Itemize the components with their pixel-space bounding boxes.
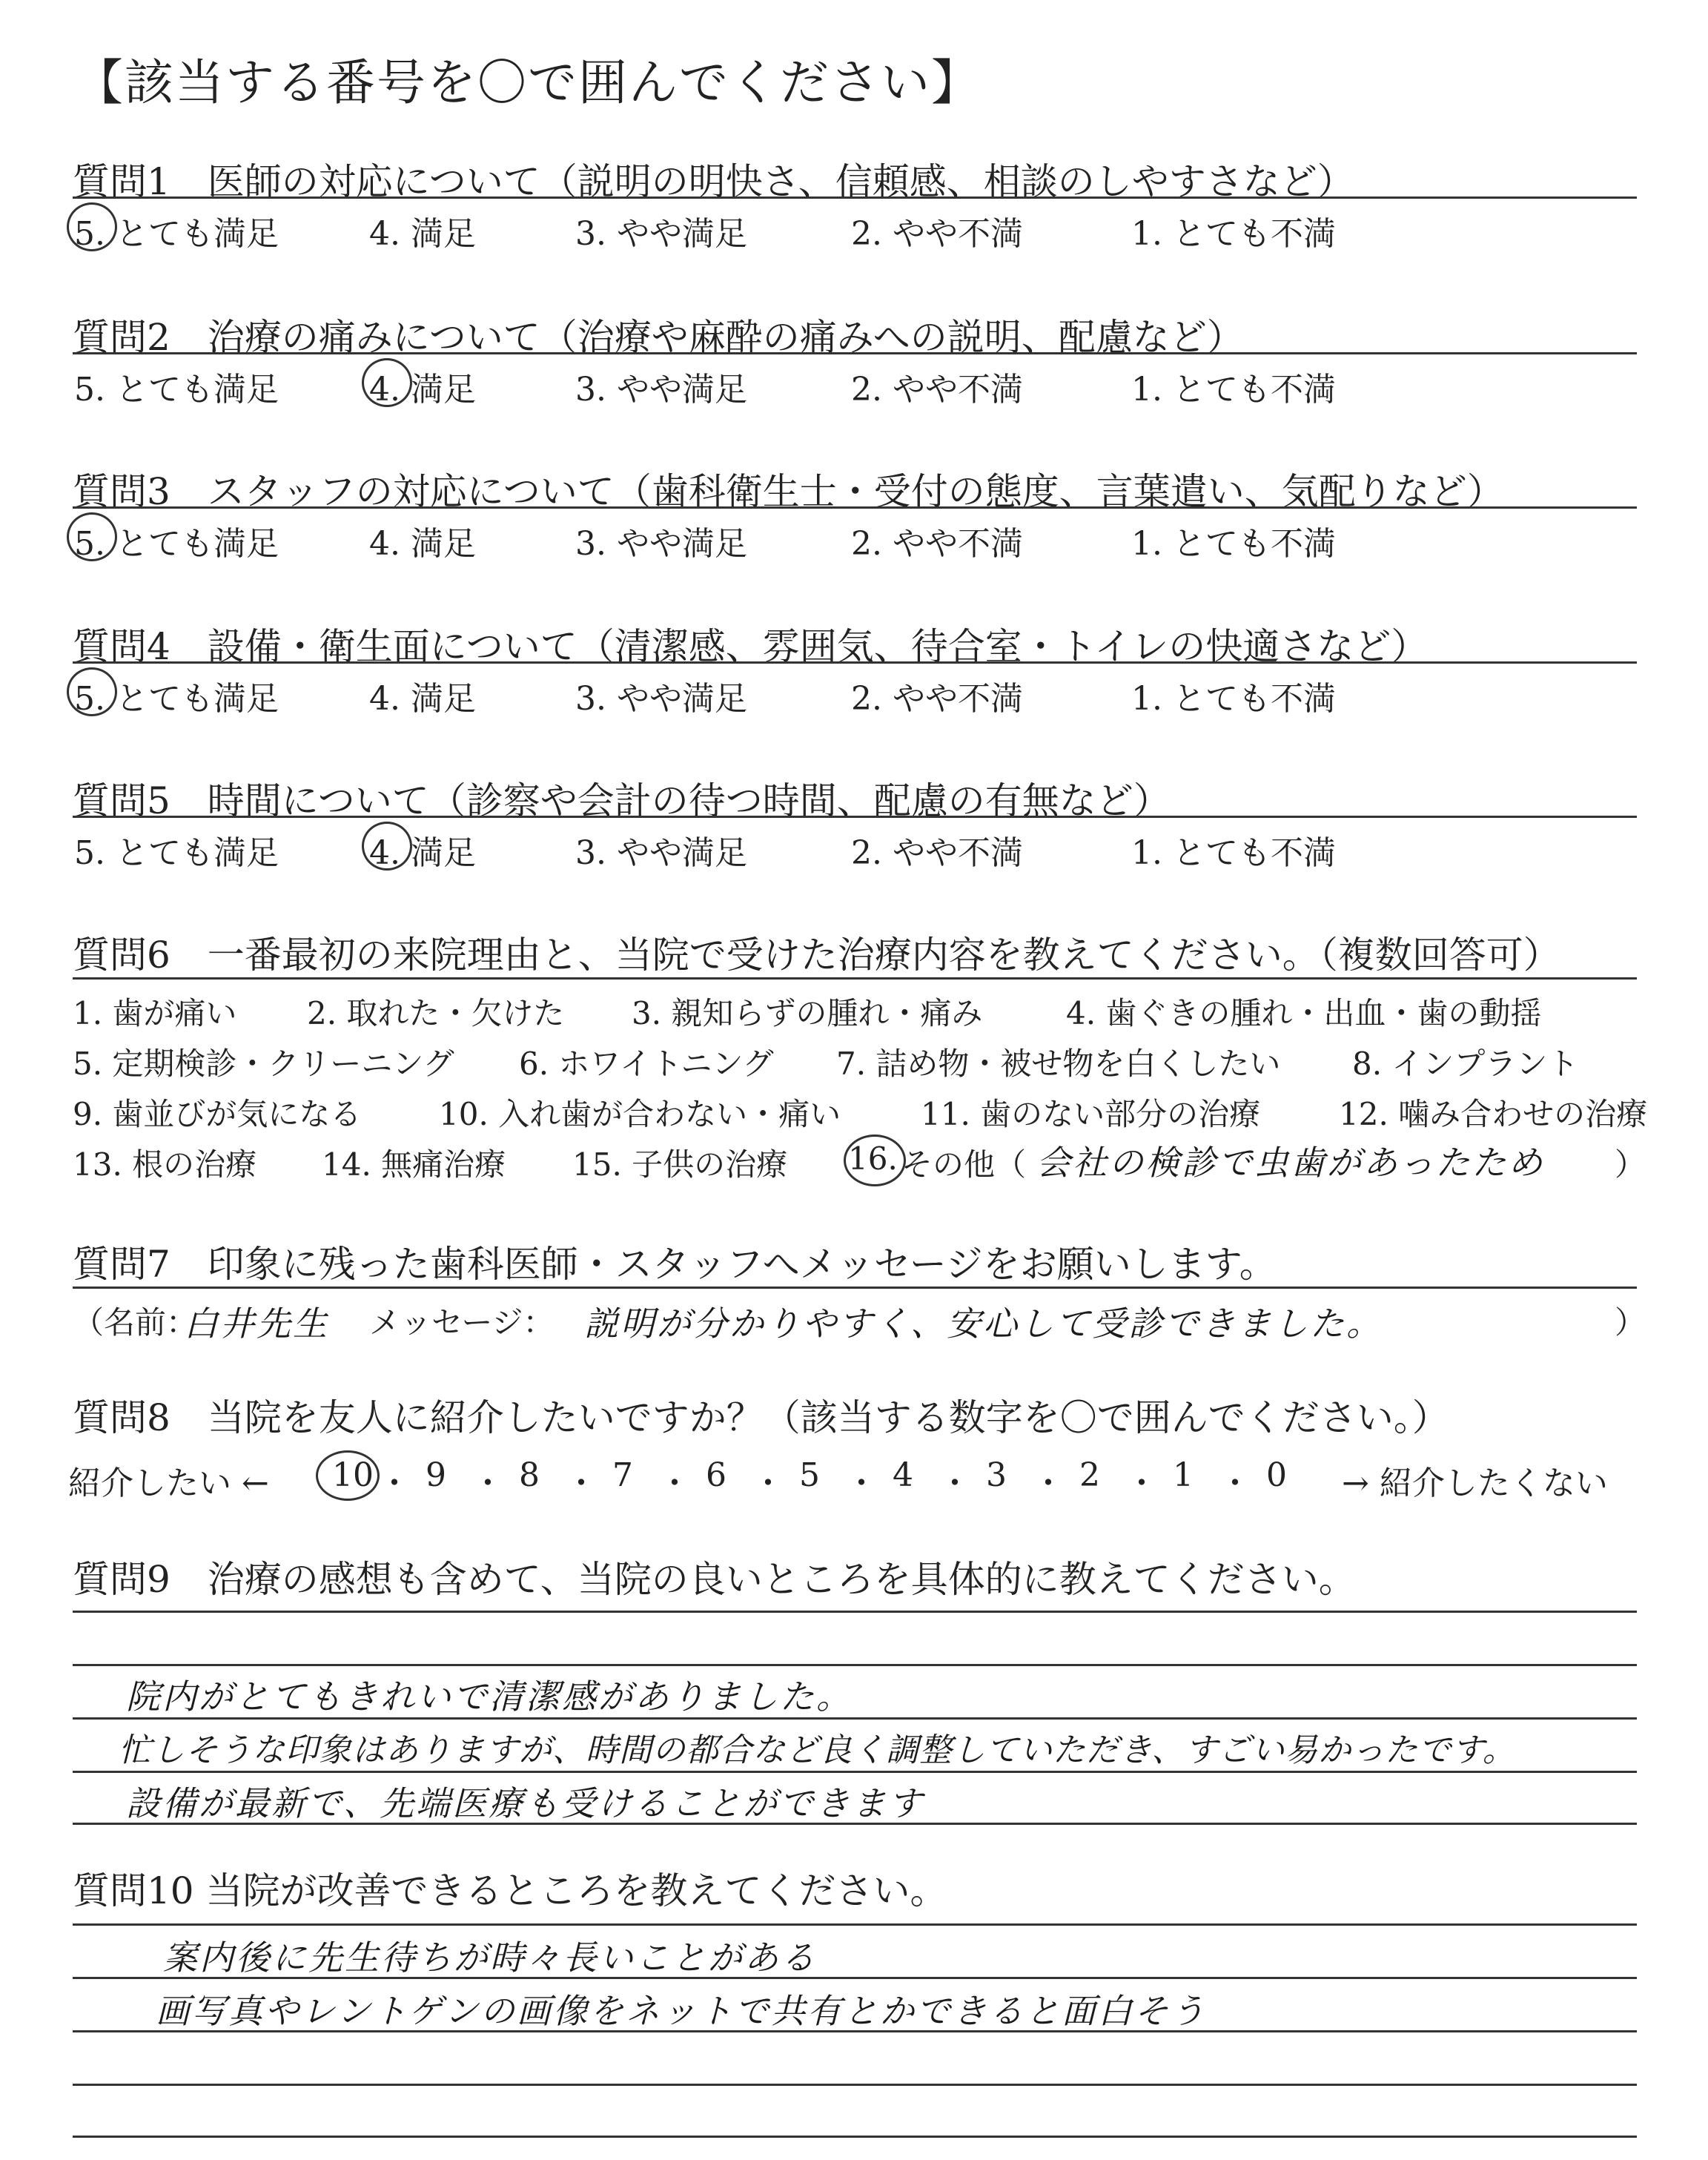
option-2[interactable]: 2. 取れた・欠けた <box>307 995 565 1031</box>
choice-4[interactable]: 4. 満足 <box>369 834 476 872</box>
option-9[interactable]: 9. 歯並びが気になる <box>73 1096 362 1132</box>
option-3[interactable]: 3. 親知らずの腫れ・痛み <box>632 995 983 1031</box>
choice-1[interactable]: 1. とても不満 <box>1131 215 1336 253</box>
choice-5[interactable]: 5. とても満足 <box>74 680 279 718</box>
option-16-label: その他（ <box>901 1146 1027 1183</box>
question-5 <box>73 771 1637 890</box>
option-12[interactable]: 12. 噛み合わせの治療 <box>1339 1096 1648 1132</box>
other-reason-text[interactable]: 会社の検診で虫歯があったため <box>1036 1143 1545 1183</box>
question-6-rule <box>73 977 1637 980</box>
question-4 <box>73 617 1637 736</box>
choice-2[interactable]: 2. やや不満 <box>851 371 1023 409</box>
answer-line <box>73 1923 1637 1926</box>
choice-3[interactable]: 3. やや満足 <box>575 680 747 718</box>
scale-separator: ・ <box>1219 1464 1251 1502</box>
question-7 <box>73 1235 1646 1346</box>
answer-line <box>73 1664 1637 1666</box>
question-2-rule <box>73 352 1637 354</box>
choice-4[interactable]: 4. 満足 <box>369 525 476 563</box>
choice-2[interactable]: 2. やや不満 <box>851 680 1023 718</box>
question-7-title: 質問7 印象に残った歯科医師・スタッフへメッセージをお願いします。 <box>73 1243 1277 1286</box>
scale-right-label: → 紹介したくない <box>1342 1464 1608 1502</box>
selection-circle <box>316 1450 380 1501</box>
question-4-rule <box>73 661 1637 664</box>
question-10 <box>73 1861 1637 1912</box>
scale-separator: ・ <box>1032 1464 1065 1502</box>
question-6 <box>73 925 1648 1207</box>
question-8-title: 質問8 当院を友人に紹介したいですか？（該当する数字を〇で囲んでください。） <box>73 1396 1449 1439</box>
question-1 <box>73 152 1637 271</box>
answer-line <box>73 2136 1637 2138</box>
option-15[interactable]: 15. 子供の治療 <box>572 1146 788 1183</box>
scale-value-6[interactable]: 6 <box>706 1456 726 1494</box>
option-10[interactable]: 10. 入れ歯が合わない・痛い <box>439 1096 841 1132</box>
scale-separator: ・ <box>845 1464 878 1502</box>
scale-value-10[interactable]: 10 <box>332 1456 374 1494</box>
choice-1[interactable]: 1. とても不満 <box>1131 371 1336 409</box>
choice-2[interactable]: 2. やや不満 <box>851 834 1023 872</box>
message-close: ） <box>1615 1304 1646 1341</box>
scale-value-7[interactable]: 7 <box>612 1456 633 1494</box>
option-11[interactable]: 11. 歯のない部分の治療 <box>921 1096 1261 1132</box>
name-label: （名前： <box>73 1304 198 1341</box>
q9-answer-1[interactable]: 院内がとてもきれいで清潔感がありました。 <box>126 1677 853 1717</box>
scale-left-label: 紹介したい ← <box>68 1464 269 1502</box>
option-13[interactable]: 13. 根の治療 <box>73 1146 257 1183</box>
scale-separator: ・ <box>1125 1464 1158 1502</box>
scale-value-2[interactable]: 2 <box>1079 1456 1100 1494</box>
answer-line <box>73 1771 1637 1773</box>
selection-circle <box>362 822 412 871</box>
option-16-close: ） <box>1615 1146 1646 1183</box>
message-value[interactable]: 説明が分かりやすく、安心して受診できました。 <box>584 1304 1383 1344</box>
question-10-title: 質問10 当院が改善できるところを教えてください。 <box>73 1869 947 1912</box>
choice-2[interactable]: 2. やや不満 <box>851 215 1023 253</box>
scale-separator: ・ <box>939 1464 971 1502</box>
option-16-number[interactable]: 16. <box>848 1140 898 1177</box>
choice-5[interactable]: 5. とても満足 <box>74 834 279 872</box>
question-5-rule <box>73 816 1637 818</box>
question-5-title: 質問5 時間について（診察や会計の待つ時間、配慮の有無など） <box>73 779 1171 822</box>
choice-4[interactable]: 4. 満足 <box>369 215 476 253</box>
scale-value-8[interactable]: 8 <box>519 1456 540 1494</box>
question-1-rule <box>73 196 1637 199</box>
scale-separator: ・ <box>378 1464 411 1502</box>
selection-circle <box>67 512 117 561</box>
choice-1[interactable]: 1. とても不満 <box>1131 834 1336 872</box>
scale-separator: ・ <box>565 1464 598 1502</box>
message-label: メッセージ： <box>369 1304 555 1341</box>
question-2-title: 質問2 治療の痛みについて（治療や麻酔の痛みへの説明、配慮など） <box>73 316 1244 359</box>
choice-4[interactable]: 4. 満足 <box>369 680 476 718</box>
scale-separator: ・ <box>752 1464 784 1502</box>
question-2 <box>73 308 1637 426</box>
selection-circle <box>67 202 117 251</box>
choice-3[interactable]: 3. やや満足 <box>575 834 747 872</box>
scale-value-9[interactable]: 9 <box>426 1456 446 1494</box>
scale-value-5[interactable]: 5 <box>799 1456 820 1494</box>
option-6[interactable]: 6. ホワイトニング <box>519 1046 774 1082</box>
choice-5[interactable]: 5. とても満足 <box>74 525 279 563</box>
choice-3[interactable]: 3. やや満足 <box>575 525 747 563</box>
choice-3[interactable]: 3. やや満足 <box>575 215 747 253</box>
scale-value-0[interactable]: 0 <box>1266 1456 1287 1494</box>
option-1[interactable]: 1. 歯が痛い <box>73 995 237 1031</box>
scale-separator: ・ <box>471 1464 504 1502</box>
option-5[interactable]: 5. 定期検診・クリーニング <box>73 1046 454 1082</box>
choice-3[interactable]: 3. やや満足 <box>575 371 747 409</box>
choice-5[interactable]: 5. とても満足 <box>74 371 279 409</box>
question-6-title: 質問6 一番最初の来院理由と、当院で受けた治療内容を教えてください。（複数回答可） <box>73 934 1560 977</box>
option-14[interactable]: 14. 無痛治療 <box>322 1146 506 1183</box>
question-7-rule <box>73 1287 1637 1289</box>
scale-separator: ・ <box>658 1464 691 1502</box>
choice-5[interactable]: 5. とても満足 <box>74 215 279 253</box>
question-9-title: 質問9 治療の感想も含めて、当院の良いところを具体的に教えてください。 <box>73 1558 1356 1601</box>
question-8 <box>68 1388 1637 1502</box>
form-title: 【該当する番号を〇で囲んでください】 <box>74 54 982 111</box>
question-3 <box>73 462 1637 581</box>
answer-line <box>73 2084 1637 2086</box>
question-3-title: 質問3 スタッフの対応について（歯科衛生士・受付の態度、言葉遣い、気配りなど） <box>73 470 1504 513</box>
option-7[interactable]: 7. 詰め物・被せ物を白くしたい <box>836 1046 1281 1082</box>
scale-value-1[interactable]: 1 <box>1173 1456 1194 1494</box>
selection-circle <box>362 358 412 407</box>
option-8[interactable]: 8. インプラント <box>1352 1046 1579 1082</box>
answer-line <box>73 1611 1637 1613</box>
choice-1[interactable]: 1. とても不満 <box>1131 680 1336 718</box>
choice-4[interactable]: 4. 満足 <box>369 371 476 409</box>
q9-answer-3[interactable]: 設備が最新で、先端医療も受けることができます <box>126 1783 925 1823</box>
scale-value-4[interactable]: 4 <box>893 1456 913 1494</box>
question-3-rule <box>73 506 1637 509</box>
q9-answer-2[interactable]: 忙しそうな印象はありますが、時間の都合など良く調整していただき、すごい易かったです。 <box>119 1731 1516 1769</box>
selection-circle <box>67 667 117 716</box>
q10-answer-2[interactable]: 画写真やレントゲンの画像をネットで共有とかできると面白そう <box>156 1991 1208 2031</box>
scale-value-3[interactable]: 3 <box>986 1456 1007 1494</box>
choice-1[interactable]: 1. とても不満 <box>1131 525 1336 563</box>
q10-answer-1[interactable]: 案内後に先生待ちが時々長いことがある <box>163 1938 817 1978</box>
question-4-title: 質問4 設備・衛生面について（清潔感、雰囲気、待合室・トイレの快適さなど） <box>73 625 1429 668</box>
option-4[interactable]: 4. 歯ぐきの腫れ・出血・歯の動揺 <box>1066 995 1542 1031</box>
name-value[interactable]: 白井先生 <box>184 1304 329 1344</box>
choice-2[interactable]: 2. やや不満 <box>851 525 1023 563</box>
question-1-title: 質問1 医師の対応について（説明の明快さ、信頼感、相談のしやすさなど） <box>73 160 1354 203</box>
